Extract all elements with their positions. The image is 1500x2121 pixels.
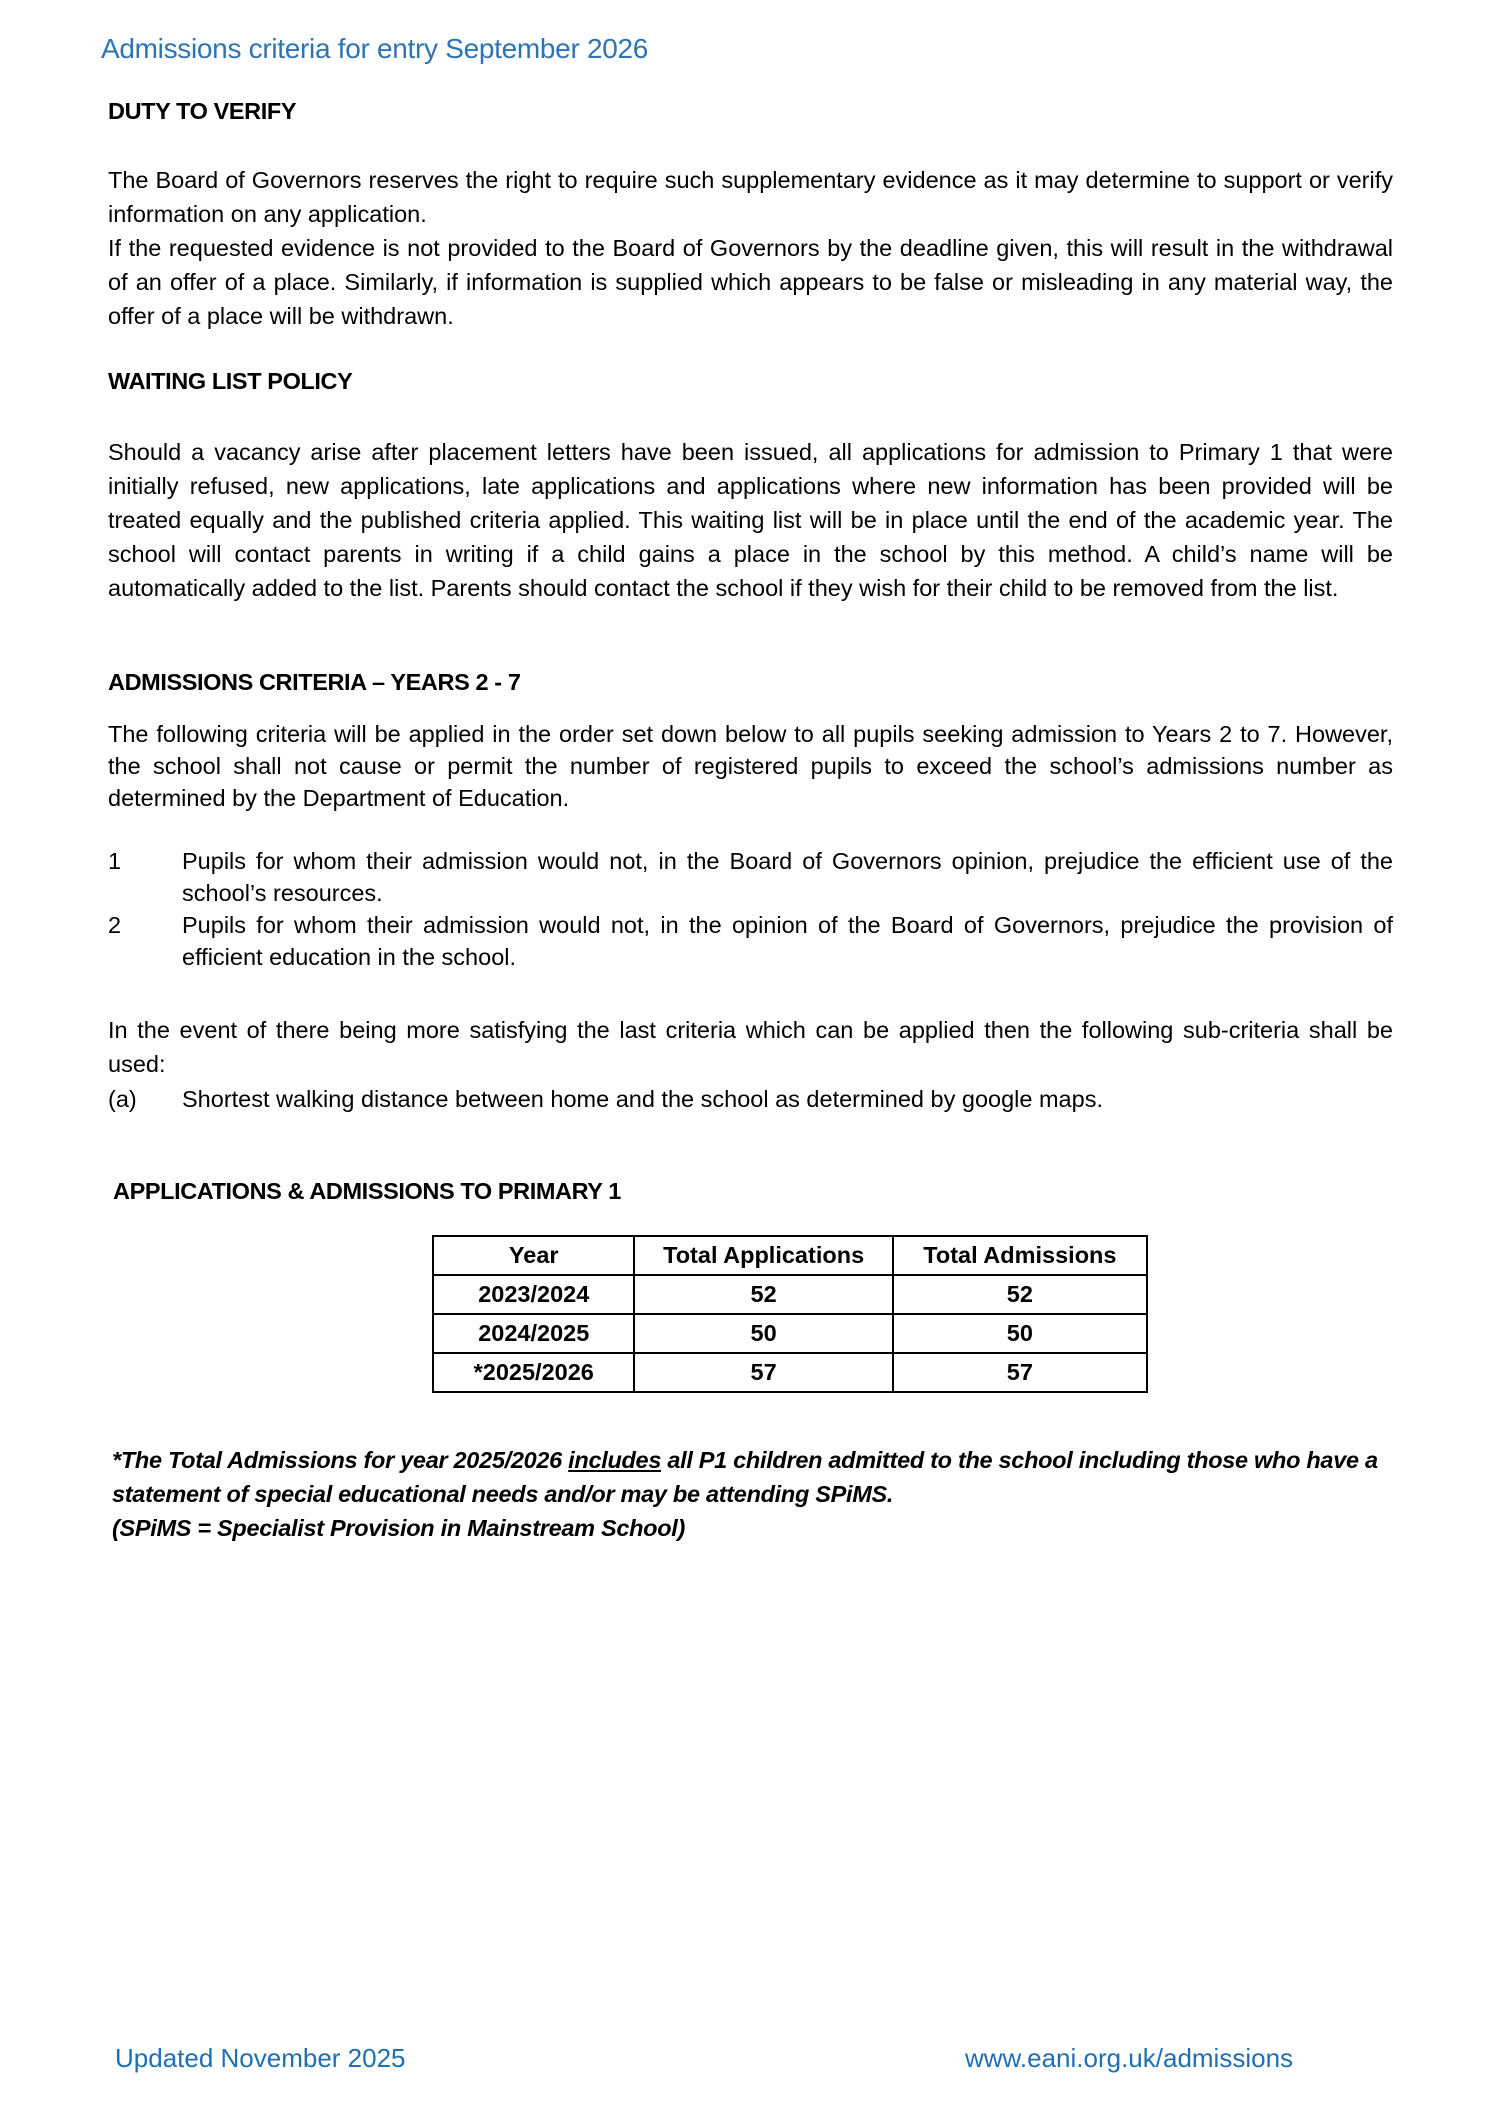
cell-total-admissions: 52 xyxy=(893,1275,1147,1314)
admissions-footnote xyxy=(112,1443,1394,1545)
heading-waiting-list-policy: WAITING LIST POLICY xyxy=(108,368,353,394)
footnote-spims-definition: (SPiMS = Specialist Provision in Mainstream School) xyxy=(112,1515,686,1541)
waiting-list-paragraph: Should a vacancy arise after placement letters have been issued, all applications for admission to Primary 1 that were initially refused, new applications, late applications and applications where new information has been provided will be treated equally and the published criteria applied. This waiting list will be in place until the end of the academic year. The school will contact parents in writing if a child gains a place in the school by this method. A child’s name will be automatically added to the list. Parents should contact the school if they wish for their child to be removed from the list. xyxy=(108,439,1393,601)
cell-total-applications: 52 xyxy=(634,1275,892,1314)
duty-to-verify-paragraph-2: If the requested evidence is not provided to the Board of Governors by the deadline given, this will result in the withdrawal of an offer of a place. Similarly, if information is supplied which appears to be false or misleading in any material way, the offer of a place will be withdrawn. xyxy=(108,235,1393,329)
criteria-number: 2 xyxy=(108,912,122,938)
heading-admissions-criteria-years-2-7: ADMISSIONS CRITERIA – YEARS 2 - 7 xyxy=(108,669,521,695)
sub-criteria-label: (a) xyxy=(108,1086,137,1112)
cell-year: 2023/2024 xyxy=(433,1275,634,1314)
heading-applications-admissions-primary-1: APPLICATIONS & ADMISSIONS TO PRIMARY 1 xyxy=(113,1178,621,1204)
sub-criteria-text: Shortest walking distance between home and the school as determined by google maps. xyxy=(182,1086,1103,1112)
table-row xyxy=(433,1314,1147,1353)
criteria-number: 1 xyxy=(108,848,122,874)
cell-year: 2024/2025 xyxy=(433,1314,634,1353)
cell-total-applications: 50 xyxy=(634,1314,892,1353)
footnote-underlined-word: includes xyxy=(568,1447,662,1473)
duty-to-verify-paragraph-1: The Board of Governors reserves the right to require such supplementary evidence as it may determine to support or verify information on any application. xyxy=(108,167,1393,227)
years-2-7-intro: The following criteria will be applied in the order set down below to all pupils seeking admission to Years 2 to 7. However, the school shall not cause or permit the number of registered pupils to exceed the school’s admissions number as determined by the Department of Education. xyxy=(108,721,1393,811)
table-row xyxy=(433,1353,1147,1392)
cell-total-admissions: 50 xyxy=(893,1314,1147,1353)
footnote-text-part-1: *The Total Admissions for year 2025/2026 xyxy=(112,1447,569,1473)
footer-updated-date: Updated November 2025 xyxy=(115,2043,406,2073)
heading-duty-to-verify: DUTY TO VERIFY xyxy=(108,98,297,124)
table-header-row xyxy=(433,1236,1147,1275)
column-header-year: Year xyxy=(433,1236,634,1275)
criteria-text: Pupils for whom their admission would not, in the opinion of the Board of Governors, prejudice the provision of efficient education in the school. xyxy=(182,912,1393,970)
document-header-title: Admissions criteria for entry September 2026 xyxy=(101,33,649,64)
cell-year: *2025/2026 xyxy=(433,1353,634,1392)
cell-total-admissions: 57 xyxy=(893,1353,1147,1392)
footer-url-link[interactable]: www.eani.org.uk/admissions xyxy=(965,2043,1294,2073)
sub-criteria-intro: In the event of there being more satisfying the last criteria which can be applied then the following sub-criteria shall be used: xyxy=(108,1017,1393,1077)
criteria-item-2 xyxy=(108,909,1393,973)
criteria-item-1 xyxy=(108,845,1393,909)
footnote-text-part-2: all P1 children admitted to the school including those who have a statement of special educational needs and/or may be attending SPiMS. xyxy=(112,1447,1378,1507)
cell-total-applications: 57 xyxy=(634,1353,892,1392)
column-header-total-admissions: Total Admissions xyxy=(893,1236,1147,1275)
sub-criteria-item-a xyxy=(108,1082,1393,1116)
column-header-total-applications: Total Applications xyxy=(634,1236,892,1275)
table-row xyxy=(433,1275,1147,1314)
criteria-text: Pupils for whom their admission would not, in the Board of Governors opinion, prejudice the efficient use of the school’s resources. xyxy=(182,848,1393,906)
admissions-table xyxy=(432,1235,1148,1393)
